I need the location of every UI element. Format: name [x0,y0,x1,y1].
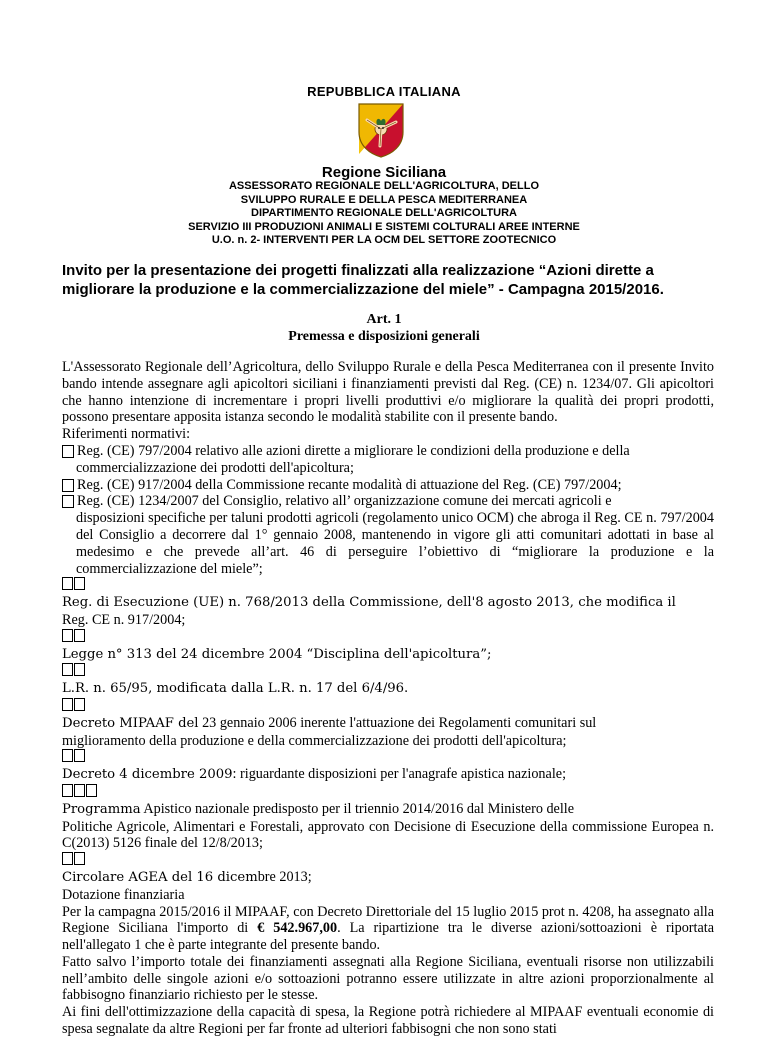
reference-continuation: disposizioni specifiche per taluni prodotti agricoli (regolamento unico OCM) che abroga il Reg. CE n. 797/2004 del Consiglio a decorrere dal 1° gennaio 2008, mantenendo in vigore gli atti comunitari adottati in base al medesimo e che prevede all’art. 46 di perseguire l’obiettivo di “migliorare la produzione e la commercializzazione del miele”; [76,510,714,577]
missing-glyph-icon [62,784,98,801]
article-header [0,311,768,345]
missing-glyph-icon [62,698,86,715]
missing-glyph-icon [62,663,86,680]
missing-glyph-icon [62,749,86,766]
department-block [0,180,768,248]
document-title [62,261,722,299]
department-line: DIPARTIMENTO REGIONALE DELL'AGRICOLTURA [251,207,517,220]
sicily-coat-of-arms-icon [356,102,406,158]
reference-continuation: Politiche Agricole, Alimentari e Forestali, approvato con Decisione di Esecuzione della commissione Europea n. C(2013) 5126 finale del 12/8/2013; [62,818,714,852]
missing-glyph-icon [62,629,86,646]
funding-heading: Dotazione finanziaria [62,886,185,903]
article-number: Art. 1 [366,312,402,327]
reference-item: Reg. di Esecuzione (UE) n. 768/2013 della Commissione, dell'8 agosto 2013, che modifica il [62,577,714,612]
reference-item: Legge n° 313 del 24 dicembre 2004 “Disciplina dell'apicoltura”; [62,629,714,664]
reference-continuation: miglioramento della produzione e della commercializzazione dei prodotti dell'apicoltura; [62,732,567,749]
funding-amount: € 542.967,00 [257,920,338,937]
department-line: SVILUPPO RURALE E DELLA PESCA MEDITERRANEA [240,193,528,206]
reference-item: Circolare AGEA del 16 dicembre 2013; [62,852,714,887]
missing-glyph-icon [62,852,86,869]
reference-item: Reg. (CE) 917/2004 della Commissione recante modalità di attuazione del Reg. (CE) 797/2004; [62,477,714,494]
reference-continuation: commercializzazione dei prodotti dell'apicoltura; [76,459,354,476]
service-line: SERVIZIO III PRODUZIONI ANIMALI E SISTEMI COLTURALI AREE INTERNE [188,220,580,233]
references-heading: Riferimenti normativi: [62,426,191,443]
checkbox-glyph-icon [62,445,74,458]
reference-item: Decreto MIPAAF del 23 gennaio 2006 inerente l'attuazione dei Regolamenti comunitari sul [62,698,714,733]
region-heading: Regione Siciliana [321,164,447,181]
reference-item: Reg. (CE) 1234/2007 del Consiglio, relativo all’ organizzazione comune dei mercati agricoli e [62,493,714,510]
checkbox-glyph-icon [62,495,74,508]
body-paragraph: Ai fini dell'ottimizzazione della capacità di spesa, la Regione potrà richiedere al MIPAAF eventuali economie di spesa segnalate da altre Regioni per far fronte ad ulteriori fabbisogni che non sono stati [62,1004,714,1038]
reference-item: Programma Apistico nazionale predisposto per il triennio 2014/2016 dal Ministero delle [62,784,714,819]
reference-item: Decreto 4 dicembre 2009: riguardante disposizioni per l'anagrafe apistica nazionale; [62,749,714,784]
department-line: ASSESSORATO REGIONALE DELL'AGRICOLTURA, DELLO [228,180,539,192]
funding-paragraph: Per la campagna 2015/2016 il MIPAAF, con Decreto Direttoriale del 15 luglio 2015 prot n. 4208, ha assegnato alla Regione Siciliana l'importo di € 542.967,00. La ripartizione tra le diverse azioni/sottoazioni è riportata nell'allegato 1 che è parte integrante del presente bando. [62,903,715,954]
reference-continuation: Reg. CE n. 917/2004; [62,611,186,628]
title-line: migliorare la produzione e la commercializzazione del miele” - Campagna 2015/2016. [62,281,664,298]
reference-item: Reg. (CE) 797/2004 relativo alle azioni dirette a migliorare le condizioni della produzione e della [62,443,714,460]
title-line: Invito per la presentazione dei progetti finalizzati alla realizzazione “Azioni dirette a [62,262,654,279]
article-body [62,359,714,1038]
reference-item: L.R. n. 65/95, modificata dalla L.R. n. 17 del 6/4/96. [62,663,714,698]
missing-glyph-icon [62,577,86,594]
country-heading: REPUBBLICA ITALIANA [307,84,461,99]
intro-paragraph: L'Assessorato Regionale dell’Agricoltura, dello Sviluppo Rurale e della Pesca Mediterranea con il presente Invito bando intende assegnare agli apicoltori siciliani i finanziamenti previsti dal Reg. (CE) n. 1234/07. Gli apicoltori che hanno intenzione di incrementare i propri livelli produttivi e/o migliorare la qualità dei propri prodotti, possono presentare apposita istanza secondo le modalità stabilite con il presente bando. [62,359,714,426]
checkbox-glyph-icon [62,479,74,492]
unit-line: U.O. n. 2- INTERVENTI PER LA OCM DEL SETTORE ZOOTECNICO [211,234,557,247]
body-paragraph: Fatto salvo l’importo totale dei finanziamenti assegnati alla Regione Siciliana, eventuali risorse non utilizzabili nell’ambito delle singole azioni e/o sottoazioni potranno essere utilizzate in altre azioni proporzionalmente al fabbisogno finanziario richiesto per le stesse. [62,953,714,1004]
article-heading: Premessa e disposizioni generali [288,329,480,344]
